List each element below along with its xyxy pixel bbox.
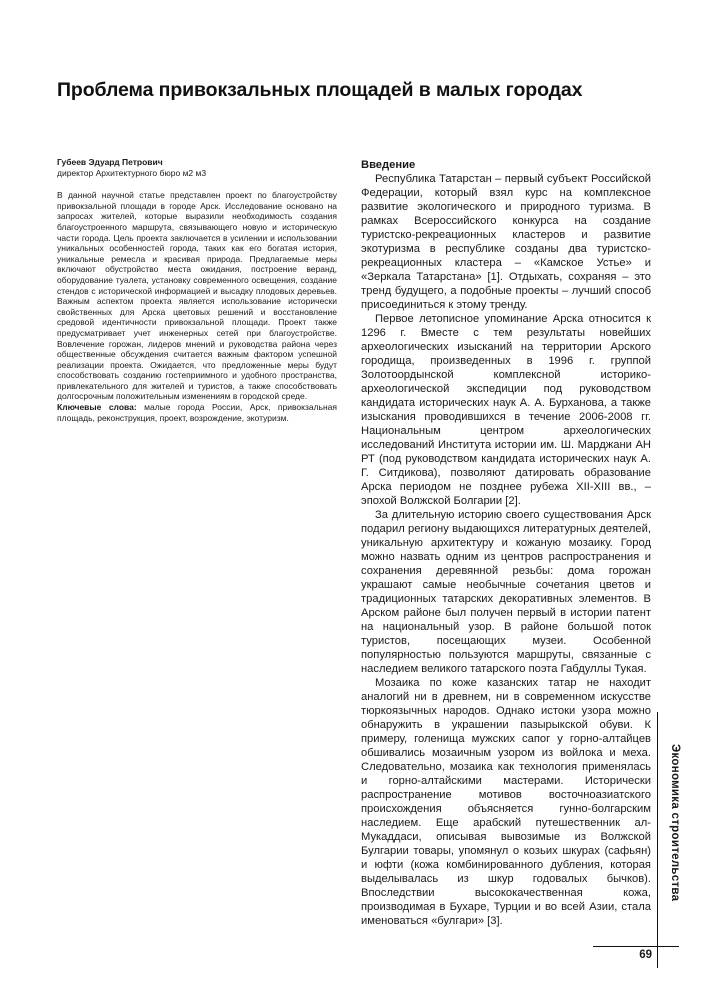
- keywords: [57, 402, 337, 423]
- abstract-text: В данной научной статье представлен проект по благоустройству привокзальной площади в городе Арск. Исследование основано на запросах жителей, которые выразили необходимость создания благоустроенного маршрута, связывающего новую и историческую части города. Цель проекта заключается в усилении и использовании уникальных особенностей города, таких как его богатая история, уникальные ремесла и красивая природа. Предлагаемые меры включают обустройство места ожидания, построение веранд, оборудование туалета, установку современного освещения, создание стендов с исторической информацией и высадку плодовых деревьев. Важным аспектом проекта является использование исторически свойственных для Арска цветовых решений и восстановление средовой идентичности привокзальной площади. Проект также предусматривает учет инженерных сетей при благоустройстве. Вовлечение горожан, лидеров мнений и руководства района через общественные обсуждения считается важным фактором успешной реализации проекта. Ожидается, что предложенные меры будут способствовать созданию гостеприимного и удобного пространства, привлекательного для жителей и туристов, а также способствовать долгосрочным положительным изменениям в городской среде.: [57, 190, 337, 402]
- article-title: Проблема привокзальных площадей в малых городах: [57, 79, 583, 102]
- body-paragraph: Республика Татарстан – первый субъект Российской Федерации, который взял курс на комплексное развитие экологического и природного туризма. В рамках Всероссийского конкурса на создание туристско-рекреационных кластеров и развитие экотуризма в республике созданы два туристско- рекреационных кластера – «Камское Устье» и «Зеркала Татарстана» [1]. Отдыхать, сохраняя – это тренд будущего, а подобные проекты – лучший способ присоединиться к этому тренду.: [361, 173, 651, 311]
- keywords-list: малые города России, Арск, привокзальная площадь, реконструкция, проект, возрождение, экотуризм.: [57, 402, 337, 423]
- keywords-label: Ключевые слова:: [57, 402, 137, 413]
- running-head-text: Экономика строительства: [669, 744, 681, 902]
- footer-vertical-rule: [657, 712, 658, 968]
- body-paragraph: За длительную историю своего существования Арск подарил региону выдающихся литературных деятелей, уникальную архитектуру и кожаную мозаику. Город можно назвать одним из центров распространения и сохранения деревянной резьбы: дома горожан украшают самые необычные сочетания цветов и традиционных татарских декоративных элементов. В Арском районе был получен первый в истории патент на национальный узор. В районе большой поток туристов, посещающих музеи. Особенной популярностью пользуются маршруты, связанные с наследием великого татарского поэта Габдуллы Тукая.: [361, 509, 651, 675]
- author-affiliation: директор Архитектурного бюро м2 м3: [57, 167, 207, 178]
- author-name: Губеев Эдуард Петрович: [57, 157, 163, 167]
- body-paragraph: Мозаика по коже казанских татар не находит аналогий ни в древнем, ни в современном искусстве тюркоязычных народов. Однако истоки узора можно обнаружить в украшении пазырыкской обуви. К примеру, голенища мужских сапог у горно-алтайцев обшивались мозаичным узором из войлока и меха. Следовательно, мозаика как технология применялась и горно-алтайскими мастерами. Исторически распространение мотивов восточноазиатского происхождения объясняется гунно-болгарским наследием. Еще арабский путешественник ал-Мукаддаси, описывая вывозимые из Волжской Булгарии товары, упомянул о козьих шкурах (сафьян) и юфти (кожа комбинированного дубления, которая выделывалась из шкур годовалых бычков). Впоследствии высококачественная кожа, производимая в Бухаре, Турции и во всей Азии, стала именоваться «булгари» [3].: [361, 677, 651, 927]
- body-column: [361, 158, 651, 928]
- abstract: [57, 190, 337, 423]
- left-column: [57, 157, 337, 423]
- body-paragraph: Первое летописное упоминание Арска относится к 1296 г. Вместе с тем результаты новейших археологических изысканий на территории Арского городища, произведенных в 1996 г. группой Золотоордынской комплексной историко-археологической экспедиции под руководством кандидата исторических наук А. А. Бурханова, а также изыскания проводившихся в течение 2006-2008 гг. Национальным центром археологических исследований Института истории им. Ш. Марджани АН РТ (под руководством кандидата исторических наук А. Г. Ситдикова), позволяют датировать образование Арска периодом не позднее рубежа XII-XIII вв., – эпохой Волжской Болгарии [2].: [361, 313, 651, 507]
- footer-horizontal-rule: [593, 946, 679, 947]
- section-heading: Введение: [361, 159, 416, 171]
- running-head: [665, 744, 685, 934]
- page-number: 69: [639, 949, 652, 961]
